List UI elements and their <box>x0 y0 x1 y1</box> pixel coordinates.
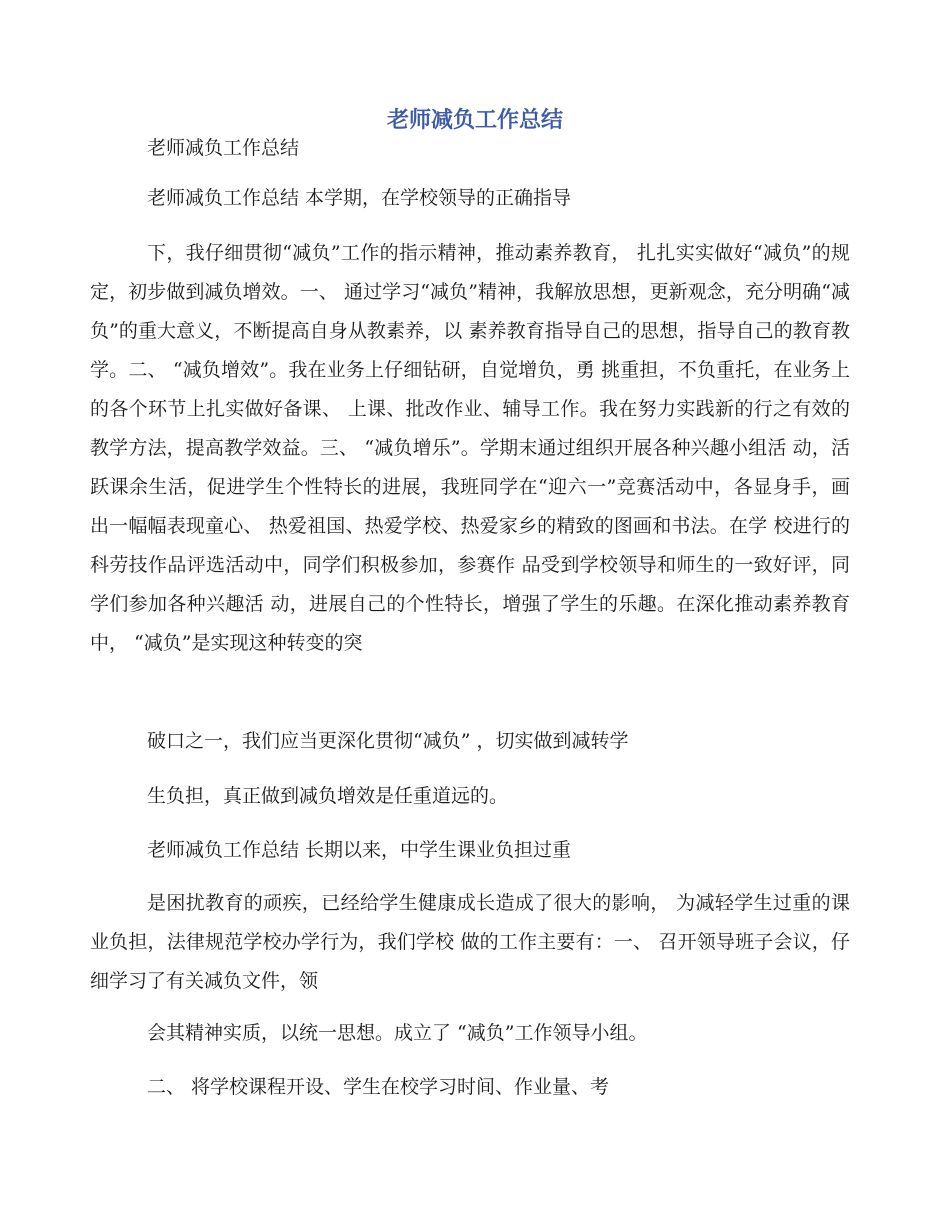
paragraph-6: 老师减负工作总结 长期以来，中学生课业负担过重 <box>147 839 572 861</box>
paragraph-9: 二、 将学校课程开设、学生在校学习时间、作业量、考 <box>147 1076 610 1098</box>
paragraph-5: 生负担，真正做到减负增效是任重道远的。 <box>147 785 509 807</box>
paragraph-3: 下，我仔细贯彻“减负”工作的指示精神，推动素养教育， 扎扎实实做好“减负”的规定，初步做到减负增效。一、 通过学习“减负”精神，我解放思想，更新观念，充分明确“减负”的重大意义，不断提高自身从教素养，以 素养教育指导自己的思想，指导自己的教育教学。二、 “减负增效”。我在业务上仔细钻研，自觉增负，勇 挑重担，不负重托，在业务上的各个环节上扎实做好备课、 上课、批改作业、辅导工作。我在努力实践新的行之有效的 教学方法，提高教学效益。三、 “减负增乐”。学期末通过组织开展各种兴趣小组活 动，活跃课余生活，促进学生个性特长的进展，我班同学在“迎六一”竞赛活动中，各显身手，画出一幅幅表现童心、 热爱祖国、热爱学校、热爱家乡的精致的图画和书法。在学 校进行的科劳技作品评选活动中，同学们积极参加，参赛作 品受到学校领导和师生的一致好评，同学们参加各种兴趣活 动，进展自己的个性特长，增强了学生的乐趣。在深化推动素养教育中， “减负”是实现这种转变的突 <box>90 242 850 654</box>
paragraph-1: 老师减负工作总结 <box>147 137 300 159</box>
document-title: 老师减负工作总结 <box>386 107 563 133</box>
paragraph-7: 是困扰教育的顽疾，已经给学生健康成长造成了很大的影响， 为减轻学生过重的课业负担，法律规范学校办学行为，我们学校 做的工作主要有：一、 召开领导班子会议，仔细学习了有关减负文件，领 <box>90 892 850 992</box>
paragraph-4: 破口之一，我们应当更深化贯彻“减负” ，切实做到减转学 <box>147 730 629 752</box>
paragraph-8: 会其精神实质，以统一思想。成立了 “减负”工作领导小组。 <box>147 1022 648 1044</box>
paragraph-2: 老师减负工作总结 本学期，在学校领导的正确指导 <box>147 187 572 209</box>
